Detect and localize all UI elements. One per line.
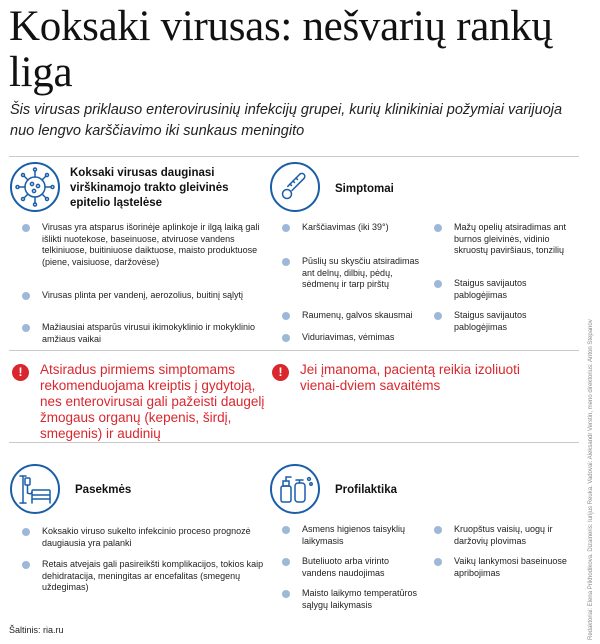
hygiene-icon <box>270 464 320 514</box>
list-item-text: Buteliuoto arba virinto vandens naudojimas <box>302 556 390 578</box>
list-item-text: Staigus savijautos pablogėjimas <box>454 278 527 300</box>
list-item-text: Koksakio viruso sukelto infekcinio proceso prognozė daugiausia yra palanki <box>42 526 251 548</box>
page-title: Koksaki virusas: nešvarių rankų liga <box>9 3 553 96</box>
bullet-dot <box>434 558 442 566</box>
subtitle: Šis virusas priklauso enterovirusinių infekcijų grupei, kurių klinikiniai požymiai varijuoja nuo lengvo karščiavimo iki sunkaus meningito <box>10 102 563 139</box>
list-item-text: Mažiausiai atsparūs virusui ikimokyklinio ir mokyklinio amžiaus vaikai <box>42 322 256 344</box>
bullet-dot <box>282 312 290 320</box>
list-item-text: Karščiavimas (iki 39°) <box>302 222 389 232</box>
list-item-text: Maisto laikymo temperatūros sąlygų laikymasis <box>302 588 418 610</box>
prevention-heading: Profilaktika <box>335 484 397 496</box>
list-item-text: Asmens higienos taisyklių laikymasis <box>302 524 406 546</box>
bullet-dot <box>22 324 30 332</box>
list-item-text: Viduriavimas, vėmimas <box>302 332 395 342</box>
thermometer-icon <box>270 162 320 212</box>
bullet-dot <box>282 558 290 566</box>
credits-note: Redaktoriai: Elena Prikhodikova. Dizaineris: Iurijus Reuka. Vadovai: Aleksandr Verstin, meno direktorius: Anton Stepanov <box>588 319 594 640</box>
list-item-text: Mažų opelių atsiradimas ant burnos gleivinės, vidinio skruostų paviršiaus, tonzilių <box>454 222 567 255</box>
list-item-text: Vaikų lankymosi baseinuose apribojimas <box>454 556 567 578</box>
bullet-dot <box>434 526 442 534</box>
divider-warning-top <box>9 350 579 351</box>
bullet-dot <box>22 561 30 569</box>
warning-icon: ! <box>272 364 289 381</box>
warning-text-right: Jei įmanoma, pacientą reikia izoliuoti vienai-dviem savaitėms <box>300 362 520 393</box>
bullet-dot <box>434 312 442 320</box>
bullet-dot <box>282 334 290 342</box>
list-item-text: Staigus savijautos pablogėjimas <box>454 310 527 332</box>
list-item-text: Pūslių su skysčiu atsiradimas ant delnų, dilbių, pėdų, sėdmenų ir tarp pirštų <box>302 256 420 289</box>
source-note: Šaltinis: ria.ru <box>9 625 64 635</box>
list-item-text: Virusas plinta per vandenį, aerozolius, buitinį sąlytį <box>42 290 243 300</box>
bullet-dot <box>434 280 442 288</box>
warning-text-left: Atsiradus pirmiems simptomams rekomenduojama kreiptis į gydytoją, nes enterovirusai gali pažeisti daugelį žmogaus organų (kepenis, širdį, smegenis) ir audinių <box>40 362 265 441</box>
bullet-dot <box>282 224 290 232</box>
virus-icon <box>10 162 60 212</box>
hospital-bed-icon <box>10 464 60 514</box>
bullet-dot <box>22 292 30 300</box>
bullet-dot <box>22 528 30 536</box>
bullet-dot <box>22 224 30 232</box>
bullet-dot <box>282 590 290 598</box>
symptoms-heading: Simptomai <box>335 183 394 195</box>
divider-warning-bottom <box>9 442 579 443</box>
bullet-dot <box>434 224 442 232</box>
list-item-text: Retais atvejais gali pasireikšti komplikacijos, tokios kaip dehidratacija, meningitas ar encefalitas (smegenų uždegimas) <box>42 559 264 592</box>
divider-top <box>9 156 579 157</box>
bullet-dot <box>282 258 290 266</box>
list-item-text: Kruopštus vaisių, uogų ir daržovių plovimas <box>454 524 553 546</box>
virus-heading: Koksaki virusas dauginasi virškinamojo trakto gleivinės epitelio ląstelėse <box>70 167 229 209</box>
consequences-heading: Pasekmės <box>75 484 132 496</box>
bullet-dot <box>282 526 290 534</box>
list-item-text: Raumenų, galvos skausmai <box>302 310 413 320</box>
warning-icon: ! <box>12 364 29 381</box>
list-item-text: Virusas yra atsparus išorinėje aplinkoje ir ilgą laiką gali išlikti nuotekose, baseinuose, atviruose vandens telkiniuose, buitiniuose daiktuose, maisto produktuose (piene, vaisiuose, daržovėse) <box>42 222 260 267</box>
